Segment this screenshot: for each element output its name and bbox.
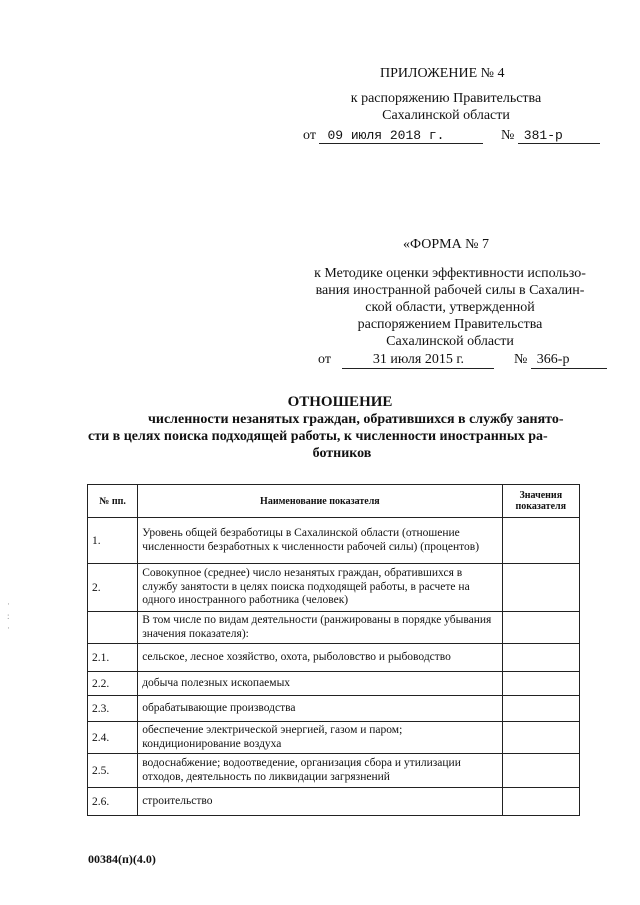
row-value xyxy=(502,788,579,816)
row-number: 1. xyxy=(88,518,138,564)
appendix-date: 09 июля 2018 г. xyxy=(319,128,483,144)
row-value xyxy=(502,754,579,788)
form-line-3: ской области, утвержденной xyxy=(365,300,535,315)
row-number: 2.3. xyxy=(88,696,138,722)
document-title: ОТНОШЕНИЕ xyxy=(287,394,393,410)
row-number: 2.2. xyxy=(88,672,138,696)
row-value xyxy=(502,564,579,612)
row-number: 2.1. xyxy=(88,644,138,672)
row-name: водоснабжение; водоотведение, организация сбора и утилизации отходов, деятельность по ликвидации загрязнений xyxy=(138,754,502,788)
form-number: 366-р xyxy=(531,352,607,369)
subtitle-line-2: сти в целях поиска подходящей работы, к численности иностранных ра- xyxy=(88,429,548,444)
form-number-label: № xyxy=(513,352,528,367)
table-row xyxy=(88,518,580,564)
footer-form-code: 00384(п)(4.0) xyxy=(88,852,156,866)
appendix-reference xyxy=(303,128,600,144)
appendix-number-label: № xyxy=(500,128,515,143)
row-number xyxy=(88,612,138,644)
row-value xyxy=(502,696,579,722)
appendix-title: ПРИЛОЖЕНИЕ № 4 xyxy=(380,66,505,81)
document-subtitle xyxy=(70,411,610,462)
row-name: Совокупное (среднее) число незанятых граждан, обратившихся в службу занятости в целях поиска подходящей работы, в расчете на одного иностранного работника (человек) xyxy=(138,564,502,612)
row-number: 2.6. xyxy=(88,788,138,816)
appendix-from-label: от xyxy=(303,128,316,143)
row-value xyxy=(502,612,579,644)
row-name: строительство xyxy=(138,788,502,816)
header-indicator-name: Наименование показателя xyxy=(138,485,502,518)
row-name: добыча полезных ископаемых xyxy=(138,672,502,696)
row-name: сельское, лесное хозяйство, охота, рыболовство и рыбоводство xyxy=(138,644,502,672)
table-row xyxy=(88,722,580,754)
indicators-table xyxy=(87,484,580,816)
form-line-2: вания иностранной рабочей силы в Сахалин- xyxy=(315,283,585,298)
table-row xyxy=(88,696,580,722)
scan-specks: · : · xyxy=(7,599,10,633)
row-number: 2.4. xyxy=(88,722,138,754)
header-indicator-value: Значения показателя xyxy=(502,485,579,518)
table-row xyxy=(88,564,580,612)
table-row xyxy=(88,644,580,672)
form-from-label: от xyxy=(318,352,331,367)
row-name: обеспечение электрической энергией, газом и паром; кондиционирование воздуха xyxy=(138,722,502,754)
row-name: Уровень общей безработицы в Сахалинской области (отношение численности безработных к численности рабочей силы) (процентов) xyxy=(138,518,502,564)
table-header-row xyxy=(88,485,580,518)
row-value xyxy=(502,672,579,696)
form-reference xyxy=(318,352,607,369)
row-value xyxy=(502,722,579,754)
row-value xyxy=(502,644,579,672)
row-number: 2. xyxy=(88,564,138,612)
row-name: обрабатывающие производства xyxy=(138,696,502,722)
form-date: 31 июля 2015 г. xyxy=(342,352,494,369)
appendix-line-2: Сахалинской области xyxy=(382,108,510,123)
row-value xyxy=(502,518,579,564)
table-row xyxy=(88,612,580,644)
form-title: «ФОРМА № 7 xyxy=(403,237,490,252)
subtitle-line-3: ботников xyxy=(312,446,372,461)
form-description xyxy=(302,265,598,350)
header-number: № пп. xyxy=(88,485,138,518)
form-line-4: распоряжением Правительства xyxy=(357,317,543,332)
form-line-5: Сахалинской области xyxy=(386,334,514,349)
appendix-number: 381-р xyxy=(518,128,600,144)
table-row xyxy=(88,754,580,788)
table-row xyxy=(88,672,580,696)
appendix-line-1: к распоряжению Правительства xyxy=(350,91,542,106)
form-line-1: к Методике оценки эффективности использо- xyxy=(314,266,586,281)
table-row xyxy=(88,788,580,816)
row-name: В том числе по видам деятельности (ранжированы в порядке убывания значения показателя): xyxy=(138,612,502,644)
row-number: 2.5. xyxy=(88,754,138,788)
subtitle-line-1: численности незанятых граждан, обратившихся в службу занято- xyxy=(148,412,564,427)
